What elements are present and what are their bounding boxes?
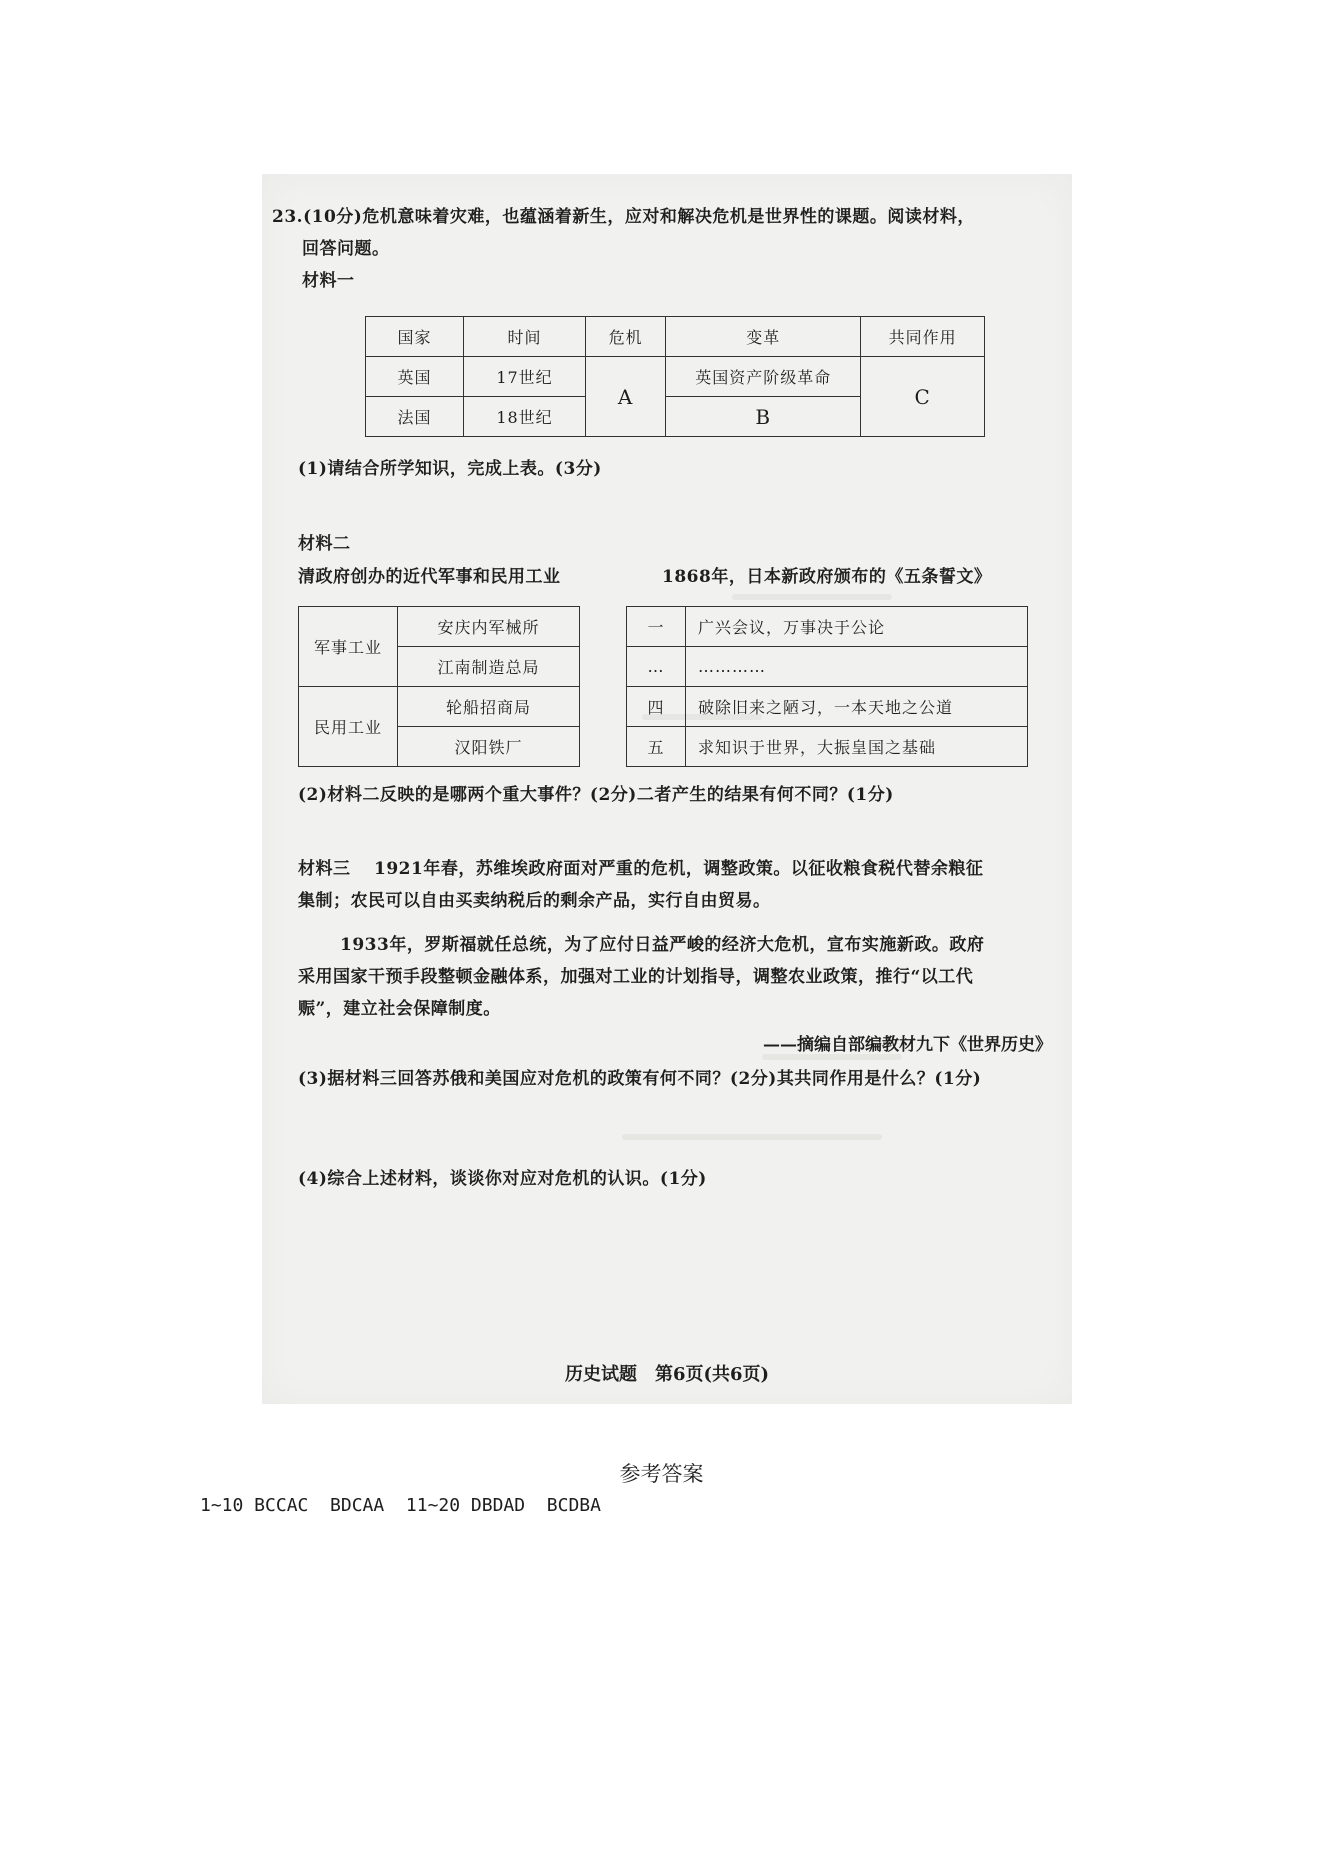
material-one-label: 材料一 [302, 271, 355, 291]
bleed-through-mark [732, 594, 892, 600]
civil-industry-group: 民用工业 [299, 687, 398, 767]
answer-key-line: 1~10 BCCAC BDCAA 11~20 DBDAD BCDBA [200, 1495, 601, 1516]
material-three-p2b: 采用国家干预手段整顿金融体系，加强对工业的计划指导，调整农业政策，推行“以工代 [298, 967, 974, 987]
industry-item: 汉阳铁厂 [398, 727, 580, 767]
header-effect: 共同作用 [861, 317, 985, 357]
material-three-label: 材料三 [298, 859, 351, 879]
material-three-p2a: 1933年，罗斯福就任总统，为了应付日益严峻的经济大危机，宣布实施新政。政府 [340, 935, 985, 955]
question-4: (4)综合上述材料，谈谈你对应对危机的认识。(1分) [298, 1169, 707, 1189]
page-footer: 历史试题 第6页(共6页) [564, 1364, 770, 1385]
oath-number: 五 [627, 727, 686, 767]
row2-country: 法国 [366, 397, 464, 437]
oath-number: … [627, 647, 686, 687]
industry-item: 轮船招商局 [398, 687, 580, 727]
industry-item: 安庆内军械所 [398, 607, 580, 647]
header-time: 时间 [464, 317, 586, 357]
effect-cell-c: C [861, 357, 985, 437]
oath-text: 求知识于世界，大振皇国之基础 [686, 727, 1028, 767]
oath-text: ………… [686, 647, 1028, 687]
question-2: (2)材料二反映的是哪两个重大事件？(2分)二者产生的结果有何不同？(1分) [298, 785, 894, 805]
bleed-through-mark [622, 1134, 882, 1140]
question-1: (1)请结合所学知识，完成上表。(3分) [298, 459, 602, 479]
oath-text: 破除旧来之陋习，一本天地之公道 [686, 687, 1028, 727]
answer-key-title: 参考答案 [619, 1462, 704, 1486]
material-two-label: 材料二 [298, 534, 351, 554]
qing-industry-table [298, 606, 580, 767]
five-oath-caption: 1868年，日本新政府颁布的《五条誓文》 [662, 567, 992, 587]
oath-text: 广兴会议，万事决于公论 [686, 607, 1028, 647]
question-3: (3)据材料三回答苏俄和美国应对危机的政策有何不同？(2分)其共同作用是什么？(1分) [298, 1069, 982, 1089]
scanned-exam-page [262, 174, 1072, 1404]
material-three-source: ——摘编自部编教材九下《世界历史》 [763, 1035, 1052, 1055]
material-three-p2c: 赈”，建立社会保障制度。 [298, 999, 501, 1019]
row1-time: 17世纪 [464, 357, 586, 397]
header-country: 国家 [366, 317, 464, 357]
material-three-p1a: 1921年春，苏维埃政府面对严重的危机，调整政策。以征收粮食税代替余粮征 [374, 859, 984, 879]
military-industry-group: 军事工业 [299, 607, 398, 687]
oath-number: 四 [627, 687, 686, 727]
qing-industry-caption: 清政府创办的近代军事和民用工业 [298, 567, 561, 587]
header-crisis: 危机 [585, 317, 665, 357]
row2-time: 18世纪 [464, 397, 586, 437]
five-oath-table [626, 606, 1028, 767]
question-line-2: 回答问题。 [302, 239, 390, 259]
question-line-1: 23.(10分)危机意味着灾难，也蕴涵着新生，应对和解决危机是世界性的课题。阅读材料， [272, 207, 975, 227]
oath-number: 一 [627, 607, 686, 647]
header-reform: 变革 [666, 317, 861, 357]
material-three-p1b: 集制；农民可以自由买卖纳税后的剩余产品，实行自由贸易。 [298, 891, 771, 911]
material-one-table [365, 316, 985, 437]
crisis-cell-a: A [585, 357, 665, 437]
row2-reform-b: B [666, 397, 861, 437]
row1-reform: 英国资产阶级革命 [666, 357, 861, 397]
industry-item: 江南制造总局 [398, 647, 580, 687]
row1-country: 英国 [366, 357, 464, 397]
